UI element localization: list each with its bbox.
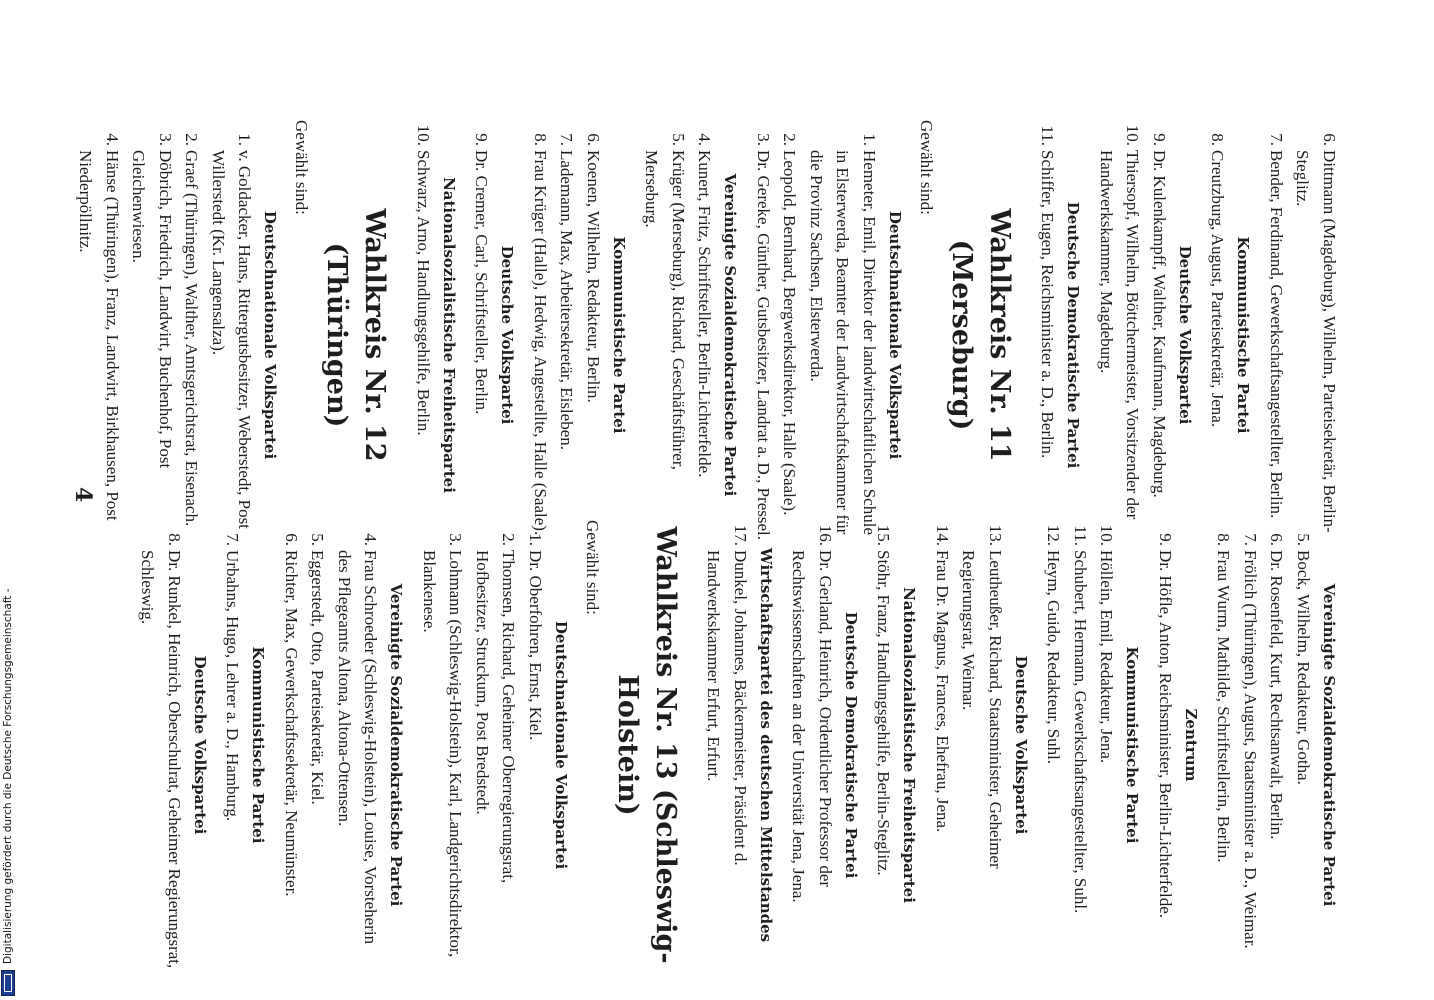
entry-text: Dr. Höfle, Anton, Reichsminister, Berlin-Lichterfelde. [1156,550,1175,919]
elected-label: Gewählt sind: [292,120,312,215]
entry-text: Frau Dr. Magnus, Frances, Ehefrau, Jena. [933,550,952,833]
entry-number: 8. [1208,133,1228,146]
member-entry [1263,120,1290,550]
party-heading: Vereinigte Sozialdemokratische Partei [1320,583,1338,907]
member-entry [178,120,205,550]
entry-text: Höllein, Emil, Redakteur, Jena. [1097,550,1117,764]
member-entry [638,120,691,550]
entry-number: 2. [780,133,800,146]
entry-number: 10. [1123,124,1143,146]
elected-label: Gewählt sind: [583,520,602,615]
party-heading: Wirtschaftspartei des deutschen Mittelstandes [757,547,775,943]
entry-text: Creutzburg, August, Parteisekretär, Jena. [1208,150,1228,428]
member-entry [304,520,331,970]
entry-text: Bock, Wilhelm, Redakteur, Gotha. [1294,550,1313,785]
member-entry [1152,520,1179,970]
entry-text: Hemeter, Emil, Direktor der landwirtschaftlichen Schule in Elsterwerda, Beamter der Landwirtschaftskammer für die Provinz Sachsen, Elsterwerda. [807,150,879,535]
entry-text: Leutheußer, Richard, Staatsminister, Geheimer Regierungsrat, Weimar. [959,550,1005,869]
entry-text: Urbahns, Hugo, Lehrer a. D., Hamburg. [223,550,243,822]
member-entry [1237,520,1264,970]
party-heading: Deutschnationale Volkspartei [552,620,570,870]
party-heading: Nationalsozialistische Freiheitspartei [440,177,458,493]
entry-number: 14. [933,524,952,546]
member-entry [580,120,607,550]
entry-number: 4. [361,533,381,546]
member-entry [1034,120,1061,550]
entry-text: Dr. Gereke, Günther, Gutsbesitzer, Landrat a. D., Pressel. [754,150,773,540]
entry-number: 15. [874,524,894,546]
credit-text: Digitalisierung gefördert durch die Deutsche Forschungsgemeinschaft - [2,588,14,964]
entry-text: Stöhr, Franz, Handlungsgehilfe, Berlin-Steglitz. [874,550,894,876]
entry-number: 4. [103,133,122,146]
member-entry [691,120,718,550]
member-entry [929,520,956,970]
entry-number: 4. [695,133,715,146]
member-entry [1146,120,1173,550]
entry-text: Dr. Oberfohren, Ernst, Kiel. [526,550,545,741]
member-entry [1204,120,1231,550]
member-entry [1040,520,1067,970]
party-heading: Deutsche Volkspartei [1176,245,1194,425]
entry-text: Dunkel, Johannes, Bäckermeister, Präsident d. Handwerkskammer Erfurt, Erfurt. [704,550,750,866]
entry-number: 7. [1267,133,1286,146]
entry-text: Dittmann (Magdeburg), Wilhelm, Parteisekretär, Berlin-Steglitz. [1293,150,1339,533]
party-heading: Vereinigte Sozialdemokratische Partei [387,583,406,907]
party-heading: Deutschnationale Volkspartei [886,210,904,460]
party-heading: Deutsche Demokratische Partei [842,611,860,879]
party-heading: Kommunistische Partei [249,646,268,844]
constituency-heading: Wahlkreis Nr. 13 (Schleswig-Holstein) [612,526,681,964]
member-entry [219,520,246,970]
entry-number: 5. [1294,533,1313,546]
party-heading: Zentrum [1182,708,1200,782]
entry-number: 7. [1241,533,1260,546]
entry-text: Dr. Kulenkampff, Walther, Kaufmann, Magdeburg. [1150,150,1169,498]
dfg-logo-icon [1,970,15,996]
entry-text: Koenen, Wilhelm, Redakteur, Berlin. [584,150,603,403]
entry-number: 9. [472,133,492,146]
elected-label: Gewählt sind: [917,120,936,215]
member-entry [1210,520,1237,970]
entry-text: Döbrich, Friedrich, Landwirt, Buchenhof, Post Gleichenwiesen. [129,150,175,469]
entry-text: Heym, Guido, Redakteur, Suhl. [1044,550,1064,765]
entry-number: 3. [156,133,175,146]
member-entry [416,520,469,970]
member-entry [125,120,178,550]
entry-number: 13. [986,524,1005,546]
entry-text: Frau Schroeder (Schleswig-Holstein), Louise, Vorsteherin des Pflegeamts Altona, Altona-Ottensen. [335,550,381,945]
party-heading: Deutsche Volkspartei [498,245,517,425]
entry-number: 2. [499,533,519,546]
party-heading: Kommunistische Partei [1123,646,1142,844]
entry-number: 7. [223,533,243,546]
member-entry [1093,120,1146,550]
entry-text: Schwarz, Arno, Handlungsgehilfe, Berlin. [414,150,433,436]
party-heading: Deutschnationale Volkspartei [261,210,280,460]
entry-number: 5. [669,133,688,146]
party-heading: Deutsche Demokratische Partei [1064,201,1083,469]
entry-number: 8. [165,533,184,546]
entry-number: 17. [731,524,750,546]
member-entry [1290,520,1317,970]
member-entry [870,520,897,970]
member-entry [331,520,384,970]
entry-text: Dr. Runkel, Heinrich, Oberschulrat, Geheimer Regierungsrat, Schleswig. [138,550,184,969]
entry-text: Lademann, Max, Arbeitersekretär, Eisleben. [557,150,577,451]
entry-text: Eggerstedt, Otto, Parteisekretär, Kiel. [308,550,328,805]
member-entry [1093,520,1120,970]
entry-number: 2. [182,133,202,146]
party-heading: Nationalsozialistische Freiheitspartei [900,587,919,903]
entry-number: 10. [414,124,433,146]
entry-number: 8. [1214,533,1234,546]
entry-number: 1. [860,133,879,146]
digitization-credit [0,588,16,1000]
entry-number: 8. [531,133,550,146]
member-entry [278,520,305,970]
entry-number: 6. [1320,133,1339,146]
member-entry [700,520,753,970]
party-heading: Deutsche Volkspartei [1012,655,1030,835]
member-entry [410,120,437,550]
party-heading: Deutsche Volkspartei [191,655,209,835]
entry-number: 1. [235,133,255,146]
entry-text: Dr. Cremer, Carl, Schriftsteller, Berlin. [472,150,492,415]
entry-text: Bender, Ferdinand, Gewerkschaftsangestellter, Berlin. [1267,150,1286,519]
entry-number: 12. [1044,524,1064,546]
member-entry [785,520,838,970]
entry-text: Hänse (Thüringen), Franz, Landwirt, Birkhausen, Post Niederpöllnitz. [76,150,122,521]
entry-text: v. Goldacker, Hans, Rittergutsbesitzer, Weberstedt, Post Willerstedt (Kr. Langensalza). [209,150,255,529]
constituency-heading: Wahlkreis Nr. 12 (Thüringen) [321,208,391,462]
entry-text: Leopold, Bernhard, Bergwerksdirektor, Halle (Saale). [780,150,800,516]
member-entry [205,120,258,550]
entry-number: 1. [526,533,545,546]
right-column [0,520,1434,970]
entry-text: Dr. Gerland, Heinrich, Ordentlicher Professor der Rechtswissenschaften an der Universität Jena, Jena. [789,550,835,903]
entry-number: 16. [816,524,835,546]
member-entry [803,120,883,550]
entry-number: 3. [754,133,773,146]
member-entry [1289,120,1342,550]
entry-text: Schiffer, Eugen, Reichsminister a. D., Berlin. [1038,150,1058,459]
party-heading: Vereinigte Sozialdemokratische Partei [721,173,740,497]
entry-number: 9. [1156,533,1175,546]
entry-text: Dr. Rosenfeld, Kurt, Rechtsanwalt, Berlin. [1267,550,1287,840]
entry-number: 7. [557,133,577,146]
entry-number: 6. [584,133,603,146]
member-entry [1067,520,1094,970]
entry-text: Frau Wurm, Mathilde, Schriftstellerin, Berlin. [1214,550,1234,863]
entry-text: Frau Krüger (Halle), Hedwig, Angestellte, Halle (Saale). [531,150,550,536]
member-entry [527,120,554,550]
member-entry [522,520,549,970]
member-entry [72,120,125,550]
entry-number: 6. [1267,533,1287,546]
member-entry [1263,520,1290,970]
member-entry [955,520,1008,970]
constituency-heading: Wahlkreis Nr. 11 (Merseburg) [946,208,1015,462]
member-entry [750,120,777,550]
entry-number: 11. [1071,525,1090,546]
entry-text: Kunert, Fritz, Schriftsteller, Berlin-Lichterfelde. [695,150,715,478]
entry-text: Graef (Thüringen), Walther, Amtsgerichtsrat, Eisenach. [182,150,202,527]
entry-number: 6. [282,533,301,546]
member-entry [468,120,495,550]
entry-number: 3. [446,533,466,546]
entry-text: Thomsen, Richard, Geheimer Oberregierungsrat, Hofbesitzer, Struckum, Post Bredstedt. [473,550,519,884]
entry-number: 9. [1150,133,1169,146]
entry-text: Krüger (Merseburg), Richard, Geschäftsführer, Merseburg. [642,150,688,470]
member-entry [553,120,580,550]
entry-text: Lohmann (Schleswig-Holstein), Karl, Landgerichtsdirektor, Blankenese. [420,550,466,958]
entry-text: Richter, Max, Gewerkschaftssekretär, Neumünster. [282,550,301,897]
page-number: 4 [70,487,96,503]
left-column [0,120,1434,550]
entry-text: Thiersopf, Wilhelm, Böttchermeister, Vorsitzender der Handwerkskammer, Magdeburg. [1097,150,1143,520]
member-entry [776,120,803,550]
entry-number: 11. [1038,125,1058,146]
party-heading: Kommunistische Partei [1234,236,1253,434]
member-entry [134,520,187,970]
entry-number: 10. [1097,524,1117,546]
entry-text: Schubert, Hermann, Gewerkschaftsangestellter, Suhl. [1071,550,1090,914]
member-entry [469,520,522,970]
party-heading: Kommunistische Partei [610,236,628,434]
entry-text: Frölich (Thüringen), August, Staatsminister a. D., Weimar. [1241,550,1260,949]
entry-number: 5. [308,533,328,546]
